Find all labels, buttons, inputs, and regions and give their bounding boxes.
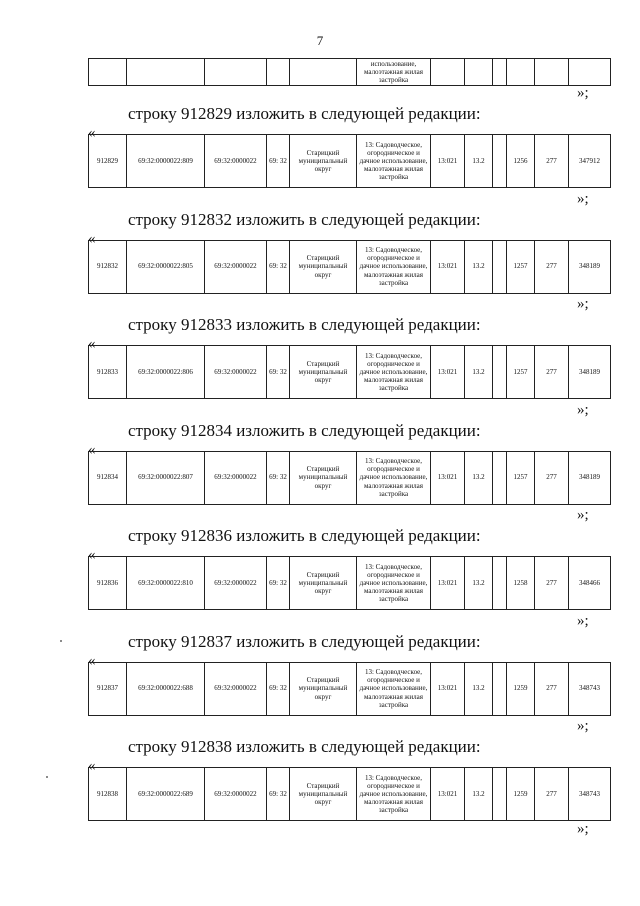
district-code-cell: 69: 32 xyxy=(267,662,290,715)
cadastral-number-cell: 69:32:0000022:806 xyxy=(127,346,205,399)
section-heading: строку 912833 изложить в следующей редакции: xyxy=(128,315,481,334)
land-use-cell: 13: Садоводческое, огородническое и дачное использование, малоэтажная жилая застройка xyxy=(357,768,431,821)
empty-cell xyxy=(493,451,507,504)
value-cell: 348743 xyxy=(569,768,611,821)
cadastral-number-cell: 69:32:0000022:689 xyxy=(127,768,205,821)
district-code-cell: 69: 32 xyxy=(267,346,290,399)
empty-cell xyxy=(493,662,507,715)
cadastral-quarter-cell: 69:32:0000022 xyxy=(205,662,267,715)
cadastral-quarter-cell: 69:32:0000022 xyxy=(205,768,267,821)
section-heading: строку 912838 изложить в следующей редакции: xyxy=(128,737,481,756)
group-code-cell: 13:021 xyxy=(431,557,465,610)
data-table xyxy=(88,767,611,821)
land-use-cell: 13: Садоводческое, огородническое и дачное использование, малоэтажная жилая застройка xyxy=(357,346,431,399)
value-cell: 348466 xyxy=(569,557,611,610)
cadastral-number-cell: 69:32:0000022:809 xyxy=(127,135,205,188)
cadastral-quarter-cell: 69:32:0000022 xyxy=(205,557,267,610)
row-number-cell: 912834 xyxy=(89,451,127,504)
empty-cell xyxy=(493,768,507,821)
cadastral-number-cell: 69:32:0000022:807 xyxy=(127,451,205,504)
area-cell: 1257 xyxy=(507,240,535,293)
rate-cell: 277 xyxy=(535,240,569,293)
data-table xyxy=(88,662,611,716)
district-code-cell: 69: 32 xyxy=(267,768,290,821)
fragment-table xyxy=(88,58,611,86)
row-number-cell: 912838 xyxy=(89,768,127,821)
subgroup-cell: 13.2 xyxy=(465,768,493,821)
area-cell: 1259 xyxy=(507,662,535,715)
municipality-cell: Старицкий муниципальный округ xyxy=(290,346,357,399)
subgroup-cell: 13.2 xyxy=(465,240,493,293)
group-code-cell: 13:021 xyxy=(431,662,465,715)
cadastral-number-cell: 69:32:0000022:805 xyxy=(127,240,205,293)
area-cell: 1258 xyxy=(507,557,535,610)
group-code-cell: 13:021 xyxy=(431,240,465,293)
municipality-cell: Старицкий муниципальный округ xyxy=(290,135,357,188)
close-quote: »; xyxy=(577,85,589,101)
subgroup-cell: 13.2 xyxy=(465,135,493,188)
scan-speck xyxy=(60,640,62,642)
rate-cell: 277 xyxy=(535,557,569,610)
subgroup-cell: 13.2 xyxy=(465,557,493,610)
empty-cell xyxy=(493,135,507,188)
group-code-cell: 13:021 xyxy=(431,768,465,821)
section-heading: строку 912834 изложить в следующей редакции: xyxy=(128,420,481,440)
open-quote: « xyxy=(88,547,96,563)
close-quote: »; xyxy=(577,190,589,207)
cadastral-number-cell: 69:32:0000022:810 xyxy=(127,557,205,610)
district-code-cell: 69: 32 xyxy=(267,557,290,610)
table-row xyxy=(89,240,611,293)
close-quote: »; xyxy=(577,718,589,734)
open-quote: « xyxy=(88,652,96,669)
row-number-cell: 912829 xyxy=(89,135,127,188)
open-quote: « xyxy=(88,125,96,141)
data-table xyxy=(88,134,611,188)
close-quote: »; xyxy=(577,507,589,523)
subgroup-cell: 13.2 xyxy=(465,346,493,399)
land-use-cell: 13: Садоводческое, огородническое и дачное использование, малоэтажная жилая застройка xyxy=(357,451,431,504)
empty-cell xyxy=(493,346,507,399)
table-row xyxy=(89,346,611,399)
value-cell: 348189 xyxy=(569,346,611,399)
area-cell: 1259 xyxy=(507,768,535,821)
district-code-cell: 69: 32 xyxy=(267,135,290,188)
cadastral-quarter-cell: 69:32:0000022 xyxy=(205,346,267,399)
close-quote: »; xyxy=(577,296,589,312)
table-row xyxy=(89,135,611,188)
table-row xyxy=(89,451,611,504)
district-code-cell: 69: 32 xyxy=(267,240,290,293)
row-number-cell: 912836 xyxy=(89,557,127,610)
section-heading: строку 912837 изложить в следующей редакции: xyxy=(128,631,481,651)
empty-cell xyxy=(493,557,507,610)
area-cell: 1257 xyxy=(507,346,535,399)
municipality-cell: Старицкий муниципальный округ xyxy=(290,240,357,293)
data-table xyxy=(88,345,611,399)
section-heading: строку 912836 изложить в следующей редакции: xyxy=(128,526,481,545)
table-row xyxy=(89,768,611,821)
rate-cell: 277 xyxy=(535,768,569,821)
rate-cell: 277 xyxy=(535,451,569,504)
row-number-cell: 912837 xyxy=(89,662,127,715)
area-cell: 1257 xyxy=(507,451,535,504)
land-use-cell: 13: Садоводческое, огородническое и дачное использование, малоэтажная жилая застройка xyxy=(357,662,431,715)
land-use-cell: 13: Садоводческое, огородническое и дачное использование, малоэтажная жилая застройка xyxy=(357,557,431,610)
table-row xyxy=(89,557,611,610)
row-number-cell: 912832 xyxy=(89,240,127,293)
cadastral-number-cell: 69:32:0000022:688 xyxy=(127,662,205,715)
land-use-cell: 13: Садоводческое, огородническое и дачное использование, малоэтажная жилая застройка xyxy=(357,135,431,188)
municipality-cell: Старицкий муниципальный округ xyxy=(290,768,357,821)
land-use-cell: 13: Садоводческое, огородническое и дачное использование, малоэтажная жилая застройка xyxy=(357,240,431,293)
subgroup-cell: 13.2 xyxy=(465,451,493,504)
cadastral-quarter-cell: 69:32:0000022 xyxy=(205,135,267,188)
page-number: 7 xyxy=(316,33,324,48)
value-cell: 348189 xyxy=(569,451,611,504)
open-quote: « xyxy=(88,230,96,247)
group-code-cell: 13:021 xyxy=(431,135,465,188)
group-code-cell: 13:021 xyxy=(431,451,465,504)
district-code-cell: 69: 32 xyxy=(267,451,290,504)
value-cell: 347912 xyxy=(569,135,611,188)
section-heading: строку 912832 изложить в следующей редакции: xyxy=(128,209,481,229)
open-quote: « xyxy=(88,441,96,458)
municipality-cell: Старицкий муниципальный округ xyxy=(290,451,357,504)
data-table xyxy=(88,240,611,294)
group-code-cell: 13:021 xyxy=(431,346,465,399)
value-cell: 348189 xyxy=(569,240,611,293)
close-quote: »; xyxy=(577,401,589,418)
empty-cell xyxy=(493,240,507,293)
table-row xyxy=(89,662,611,715)
area-cell: 1256 xyxy=(507,135,535,188)
municipality-cell: Старицкий муниципальный округ xyxy=(290,662,357,715)
data-table xyxy=(88,451,611,505)
municipality-cell: Старицкий муниципальный округ xyxy=(290,557,357,610)
data-table xyxy=(88,556,611,610)
open-quote: « xyxy=(88,758,96,774)
scan-speck xyxy=(46,776,48,778)
table-row xyxy=(89,59,611,86)
subgroup-cell: 13.2 xyxy=(465,662,493,715)
rate-cell: 277 xyxy=(535,346,569,399)
value-cell: 348743 xyxy=(569,662,611,715)
open-quote: « xyxy=(88,336,96,352)
close-quote: »; xyxy=(577,612,589,629)
final-close-quote: »; xyxy=(577,821,589,837)
land-use-cell: использование, малоэтажная жилая застройка xyxy=(357,59,431,86)
rate-cell: 277 xyxy=(535,135,569,188)
row-number-cell: 912833 xyxy=(89,346,127,399)
cadastral-quarter-cell: 69:32:0000022 xyxy=(205,240,267,293)
cadastral-quarter-cell: 69:32:0000022 xyxy=(205,451,267,504)
rate-cell: 277 xyxy=(535,662,569,715)
section-heading: строку 912829 изложить в следующей редакции: xyxy=(128,104,481,123)
